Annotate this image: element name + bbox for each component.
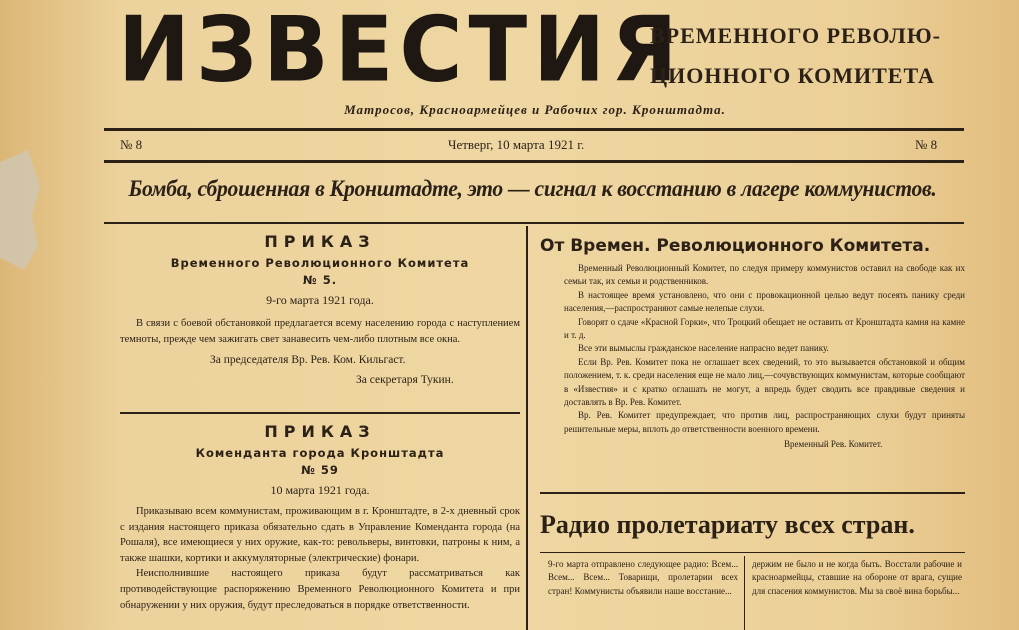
masthead-subtitle-line1: ВРЕМЕННОГО РЕВОЛЮ- xyxy=(650,23,941,48)
order2-text1: Приказываю всем коммунистам, проживающим в г. Кронштадте, в 2-х дневный срок с издания настоящего приказа обязательно сдать в Управление Коменданта города (на Рошаля), все имеющиеся у них оружие, как-то: револьверы, винтовки, патроны к ним, а также шашки, кортики и аккумуляторные (электрические) фонари. xyxy=(120,506,520,564)
radio-left-col: 9-го марта отправлено следующее радио: Всем... Всем... Всем... Товарищи, пролетарии всех стран! Коммунисты объявили наше восстание... xyxy=(548,559,738,596)
committee-notice xyxy=(540,236,965,452)
radio-heading: Радио пролетариату всех стран. xyxy=(540,510,915,539)
torn-paper-edge xyxy=(0,150,40,270)
committee-p1: Временный Революционный Комитет, по следуя примеру коммунистов оставил на свободе как их семьи так, их семьи и родственников. xyxy=(564,263,965,287)
order2-text2: Неисполнившие настоящего приказа будут рассматриваться как противодействующие распоряжению Временного Революционного Комитета и при обнаружении у них оружия, будут преследоваться в порядке ответственности. xyxy=(120,568,520,611)
order1-article xyxy=(120,232,520,390)
committee-p5: Если Вр. Рев. Комитет пока не оглашает всех сведений, то это вызывается обстановкой и общим положением, т. к. среди населения еще не мало лиц,—сочувствующих коммунистам, которые сообщают в «Известия» и с кратко оглашать не могут, а впредь будет сводить все правдивые сведения и доставлять в Вр. Рев. Комитет. xyxy=(564,356,965,408)
headline-banner: Бомба, сброшенная в Кронштадте, это — сигнал к восстанию в лагере коммунистов. xyxy=(128,176,937,201)
order2-date: 10 марта 1921 года. xyxy=(270,483,370,497)
order1-sign-secretary: За секретаря Тукин. xyxy=(356,374,454,387)
radio-article xyxy=(540,510,965,540)
issue-number-left: № 8 xyxy=(120,137,143,152)
order1-date: 9-го марта 1921 года. xyxy=(266,293,374,307)
column-divider xyxy=(526,226,528,630)
issue-number-right: № 8 xyxy=(915,137,938,152)
header-rule-bottom xyxy=(104,160,964,163)
issue-date: Четверг, 10 марта 1921 г. xyxy=(448,137,585,152)
committee-signature: Временный Рев. Комитет. xyxy=(784,439,883,450)
committee-body xyxy=(540,256,965,452)
header-rule-top xyxy=(104,128,964,131)
order1-sign-chair: За председателя Вр. Рев. Ком. Кильгаст. xyxy=(210,354,406,367)
masthead-subtitle xyxy=(650,16,970,96)
order1-text: В связи с боевой обстановкой предлагается всему населению города с наступлением темноты, прежде чем зажигать свет занавесить чем-либо плотным все окна. xyxy=(120,318,520,345)
masthead-title: ИЗВЕСТИЯ xyxy=(118,0,684,103)
order2-subtitle: Коменданта города Кронштадта xyxy=(195,446,445,460)
committee-p4: Все эти вымыслы гражданское население напрасно ведет панику. xyxy=(578,343,829,354)
radio-rule xyxy=(540,552,965,553)
banner-rule xyxy=(104,222,964,224)
committee-p3: Говорят о сдаче «Красной Горки», что Троцкий обещает не оставить от Кронштадта камня на камне и т. д. xyxy=(564,316,965,341)
radio-col-divider xyxy=(744,556,745,630)
radio-right-col: держим не было и не когда быть. Восстали рабочие и красноармейцы, ставшие на обороне от врага, сущие для спасения коммунистов. Мы за своё вина борьбы... xyxy=(752,559,962,596)
order-separator xyxy=(120,412,520,414)
order1-number: № 5. xyxy=(302,273,338,287)
masthead-tagline: Матросов, Красноармейцев и Рабочих гор. Кронштадта. xyxy=(344,102,726,117)
committee-p6: Вр. Рев. Комитет предупреждает, что против лиц, распространяющих слухи будут приняты решительные меры, вплоть до ответственности военного времени. xyxy=(564,410,965,434)
committee-heading: От Времен. Революционного Комитета. xyxy=(540,236,931,256)
order1-subtitle: Временного Революционного Комитета xyxy=(170,256,470,270)
order2-number: № 59 xyxy=(301,463,339,477)
order2-article xyxy=(120,422,520,613)
committee-p2: В настоящее время установлено, что они с провокационной целью ведут посеять панику среди населения,—распространяют самые нелепые слухи. xyxy=(564,289,965,314)
order2-title: ПРИКАЗ xyxy=(264,422,376,441)
order1-title: ПРИКАЗ xyxy=(264,232,376,251)
masthead-subtitle-line2: ЦИОННОГО КОМИТЕТА xyxy=(650,63,935,88)
radio-separator xyxy=(540,492,965,494)
